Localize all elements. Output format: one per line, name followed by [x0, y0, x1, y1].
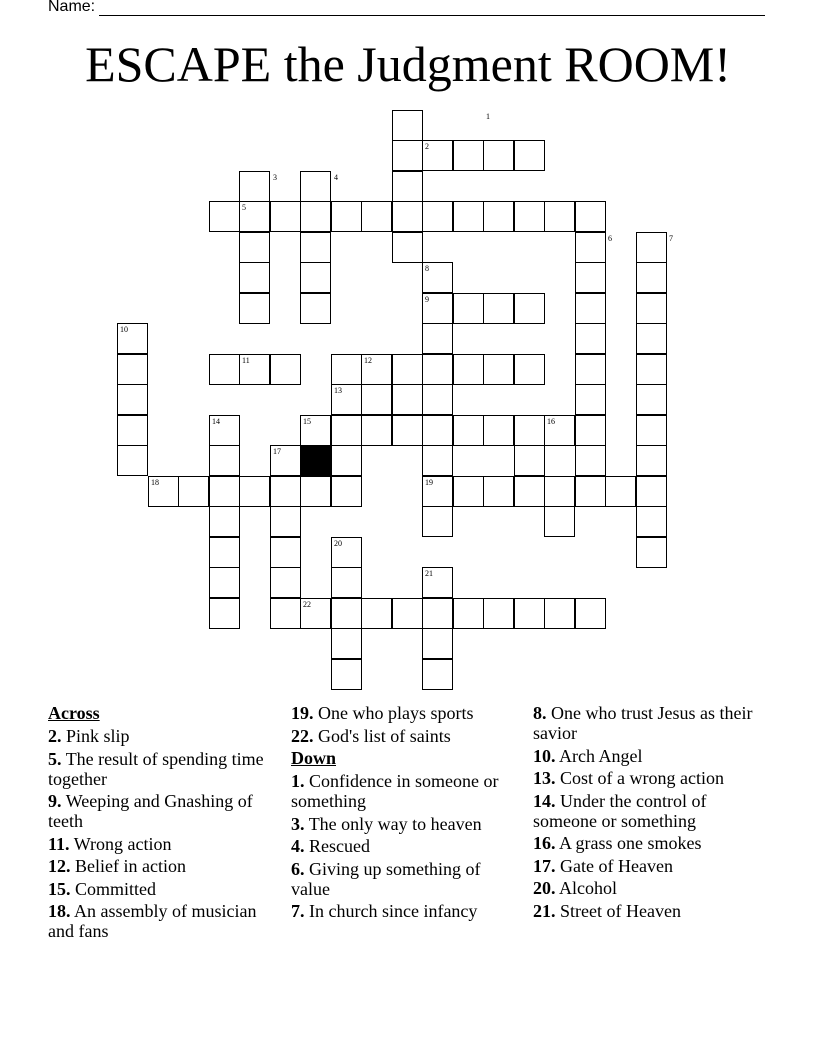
- grid-cell[interactable]: [239, 232, 270, 263]
- clue-num: 16.: [533, 833, 556, 853]
- grid-cell[interactable]: [239, 171, 270, 202]
- grid-cell[interactable]: [422, 354, 453, 385]
- clue-num: 20.: [533, 878, 556, 898]
- clue-num: 5.: [48, 748, 62, 769]
- grid-cell[interactable]: [209, 598, 240, 629]
- grid-cell[interactable]: [575, 201, 606, 232]
- clue-number: 3: [273, 173, 277, 182]
- clue-num: 3.: [291, 813, 305, 834]
- clue-number: 11: [242, 356, 250, 365]
- clues-column-2: [291, 703, 523, 924]
- clue-number: 8: [425, 264, 429, 273]
- grid-cell[interactable]: [636, 262, 667, 293]
- clue: [48, 726, 280, 746]
- grid-cell[interactable]: [422, 567, 453, 598]
- clue-number: 4: [334, 173, 338, 182]
- grid-cell[interactable]: [209, 415, 240, 446]
- clue-number: 5: [242, 203, 246, 212]
- grid-cell[interactable]: [300, 598, 331, 629]
- grid-cell[interactable]: [422, 598, 453, 629]
- grid-cell[interactable]: [300, 171, 331, 202]
- clue-num: 8.: [533, 703, 547, 723]
- clue-number: 14: [212, 417, 220, 426]
- grid-cell[interactable]: [209, 506, 240, 537]
- clue: [48, 834, 280, 854]
- clue-text: A grass one smokes: [559, 833, 702, 853]
- grid-cell[interactable]: [270, 201, 301, 232]
- grid-cell[interactable]: [331, 567, 362, 598]
- clue-text: Cost of a wrong action: [560, 768, 724, 788]
- grid-cell[interactable]: [544, 201, 575, 232]
- clue-num: 18.: [48, 901, 71, 921]
- clue: [533, 856, 765, 876]
- clue: [533, 746, 765, 766]
- grid-cell[interactable]: [392, 598, 423, 629]
- grid-cell[interactable]: [270, 354, 301, 385]
- across-clue-list: [48, 726, 280, 941]
- clue: [291, 901, 523, 921]
- clue-number: 7: [669, 234, 673, 243]
- grid-cell[interactable]: [453, 598, 484, 629]
- clue-text: Committed: [75, 878, 156, 899]
- grid-cell[interactable]: [117, 323, 148, 354]
- clue-text: In church since infancy: [309, 901, 478, 921]
- grid-cell[interactable]: [331, 659, 362, 690]
- grid-cell[interactable]: [331, 354, 362, 385]
- grid-cell[interactable]: [514, 140, 545, 171]
- grid-cell[interactable]: [300, 201, 331, 232]
- grid-cell[interactable]: [575, 354, 606, 385]
- clue-number: 9: [425, 295, 429, 304]
- clue-num: 10.: [533, 745, 556, 766]
- grid-cell[interactable]: [514, 354, 545, 385]
- clue-num: 15.: [48, 878, 71, 899]
- grid-cell[interactable]: [575, 415, 606, 446]
- clue-number: 21: [425, 569, 433, 578]
- clue: [48, 749, 280, 789]
- grid-cell[interactable]: [300, 262, 331, 293]
- clue: [533, 878, 765, 898]
- clue-text: Confidence in someone or something: [291, 771, 499, 811]
- grid-cell[interactable]: [392, 201, 423, 232]
- clue-number: 22: [303, 600, 311, 609]
- grid-cell[interactable]: [178, 476, 209, 507]
- clues-column-3: [533, 703, 765, 923]
- grid-cell[interactable]: [209, 445, 240, 476]
- grid-cell[interactable]: [209, 476, 240, 507]
- grid-cell[interactable]: [331, 201, 362, 232]
- grid-cell[interactable]: [422, 659, 453, 690]
- name-label: Name:: [48, 0, 96, 15]
- clue-text: The only way to heaven: [308, 813, 482, 834]
- grid-cell[interactable]: [117, 384, 148, 415]
- grid-cell[interactable]: [361, 201, 392, 232]
- grid-cell[interactable]: [422, 262, 453, 293]
- grid-cell[interactable]: [209, 354, 240, 385]
- grid-cell[interactable]: [544, 506, 575, 537]
- grid-cell[interactable]: [361, 415, 392, 446]
- clue-num: 7.: [291, 901, 305, 921]
- grid-cell[interactable]: [544, 598, 575, 629]
- grid-cell[interactable]: [483, 293, 514, 324]
- grid-cell[interactable]: [636, 476, 667, 507]
- clue-text: An assembly of musician and fans: [48, 901, 257, 941]
- clue-num: 1.: [291, 771, 305, 791]
- grid-cell[interactable]: [300, 476, 331, 507]
- across-heading: Across: [48, 703, 100, 723]
- down-heading: Down: [291, 748, 337, 768]
- grid-cell[interactable]: [209, 567, 240, 598]
- grid-cell[interactable]: [270, 506, 301, 537]
- clue-text: Giving up something of value: [291, 858, 481, 899]
- grid-cell[interactable]: [331, 628, 362, 659]
- clue-num: 9.: [48, 791, 62, 811]
- grid-cell[interactable]: [239, 201, 270, 232]
- grid-cell[interactable]: [636, 384, 667, 415]
- grid-cell[interactable]: [636, 537, 667, 568]
- grid-cell[interactable]: [514, 415, 545, 446]
- grid-cell[interactable]: [422, 476, 453, 507]
- grid-cell[interactable]: [514, 598, 545, 629]
- clue-number: 2: [425, 142, 429, 151]
- grid-cell[interactable]: [483, 476, 514, 507]
- clue-num: 12.: [48, 856, 71, 876]
- clue-text: God's list of saints: [318, 725, 451, 746]
- grid-cell[interactable]: [361, 354, 392, 385]
- grid-cell[interactable]: [575, 232, 606, 263]
- grid-cell[interactable]: [575, 384, 606, 415]
- clue-text: Alcohol: [559, 878, 618, 898]
- clue-number: 17: [273, 447, 281, 456]
- clue-number: 15: [303, 417, 311, 426]
- grid-cell[interactable]: [483, 598, 514, 629]
- clue-text: Wrong action: [73, 833, 172, 854]
- grid-cell[interactable]: [331, 445, 362, 476]
- grid-block: [300, 445, 331, 476]
- grid-cell[interactable]: [209, 201, 240, 232]
- grid-cell[interactable]: [483, 354, 514, 385]
- clue-num: 2.: [48, 726, 62, 746]
- clue: [533, 901, 765, 921]
- grid-cell[interactable]: [300, 293, 331, 324]
- grid-cell[interactable]: [422, 415, 453, 446]
- clue-num: 4.: [291, 836, 305, 856]
- clue: [291, 726, 523, 746]
- grid-cell[interactable]: [514, 201, 545, 232]
- down-clue-list-continued: [533, 703, 765, 921]
- grid-cell[interactable]: [331, 598, 362, 629]
- clue: [533, 791, 765, 831]
- grid-cell[interactable]: [392, 140, 423, 171]
- clue: [533, 703, 765, 743]
- down-clue-list: [291, 771, 523, 921]
- clue-text: Belief in action: [75, 856, 186, 876]
- grid-cell[interactable]: [636, 415, 667, 446]
- clue-num: 22.: [291, 725, 314, 746]
- grid-cell[interactable]: [270, 567, 301, 598]
- grid-cell[interactable]: [117, 354, 148, 385]
- clue-num: 6.: [291, 858, 305, 879]
- clue-text: One who trust Jesus as their savior: [533, 703, 753, 743]
- grid-cell[interactable]: [422, 506, 453, 537]
- grid-cell[interactable]: [392, 232, 423, 263]
- clue-text: Gate of Heaven: [560, 855, 673, 876]
- grid-cell[interactable]: [361, 384, 392, 415]
- grid-cell[interactable]: [575, 445, 606, 476]
- grid-cell[interactable]: [331, 384, 362, 415]
- grid-cell[interactable]: [270, 476, 301, 507]
- grid-cell[interactable]: [392, 354, 423, 385]
- clue: [48, 791, 280, 831]
- clue-num: 11.: [48, 833, 70, 854]
- clue-num: 13.: [533, 768, 556, 788]
- grid-cell[interactable]: [544, 476, 575, 507]
- grid-cell[interactable]: [331, 415, 362, 446]
- grid-cell[interactable]: [148, 476, 179, 507]
- grid-cell[interactable]: [575, 262, 606, 293]
- clue: [533, 833, 765, 853]
- grid-cell[interactable]: [453, 201, 484, 232]
- grid-cell[interactable]: [483, 201, 514, 232]
- grid-cell[interactable]: [117, 415, 148, 446]
- clue-text: Under the control of someone or something: [533, 790, 707, 831]
- clue-number: 13: [334, 386, 342, 395]
- grid-cell[interactable]: [270, 445, 301, 476]
- grid-cell[interactable]: [239, 262, 270, 293]
- clue-num: 17.: [533, 855, 556, 876]
- grid-cell[interactable]: [209, 537, 240, 568]
- grid-cell[interactable]: [300, 232, 331, 263]
- grid-cell[interactable]: [575, 323, 606, 354]
- grid-cell[interactable]: [575, 293, 606, 324]
- grid-cell[interactable]: [422, 384, 453, 415]
- clue-text: Rescued: [309, 836, 370, 856]
- grid-cell[interactable]: [117, 445, 148, 476]
- grid-cell[interactable]: [636, 293, 667, 324]
- clue: [48, 856, 280, 876]
- clue: [48, 879, 280, 899]
- clue-num: 14.: [533, 790, 556, 811]
- clue-number: 19: [425, 478, 433, 487]
- grid-cell[interactable]: [544, 415, 575, 446]
- clue-number: 6: [608, 234, 612, 243]
- grid-cell[interactable]: [239, 354, 270, 385]
- grid-cell[interactable]: [422, 293, 453, 324]
- grid-cell[interactable]: [605, 476, 636, 507]
- clue-number: 12: [364, 356, 372, 365]
- clue-text: Street of Heaven: [560, 900, 681, 921]
- grid-cell[interactable]: [514, 293, 545, 324]
- grid-cell[interactable]: [422, 201, 453, 232]
- grid-cell[interactable]: [392, 384, 423, 415]
- clue: [291, 814, 523, 834]
- grid-cell[interactable]: [453, 140, 484, 171]
- grid-cell[interactable]: [239, 476, 270, 507]
- grid-cell[interactable]: [514, 445, 545, 476]
- grid-cell[interactable]: [392, 415, 423, 446]
- grid-cell[interactable]: [270, 537, 301, 568]
- grid-cell[interactable]: [239, 293, 270, 324]
- grid-cell[interactable]: [392, 171, 423, 202]
- grid-cell[interactable]: [514, 476, 545, 507]
- clue-num: 21.: [533, 900, 556, 921]
- grid-cell[interactable]: [453, 476, 484, 507]
- clue-text: Pink slip: [66, 726, 130, 746]
- clue-number: 16: [547, 417, 555, 426]
- clue-text: Arch Angel: [559, 745, 643, 766]
- clue-num: 19.: [291, 703, 314, 723]
- clue-number: 1: [486, 112, 490, 121]
- clue: [533, 768, 765, 788]
- clues-column-1: [48, 703, 280, 944]
- grid-cell[interactable]: [636, 445, 667, 476]
- grid-cell[interactable]: [422, 323, 453, 354]
- grid-cell[interactable]: [636, 354, 667, 385]
- grid-cell[interactable]: [422, 445, 453, 476]
- clue: [291, 859, 523, 899]
- grid-cell[interactable]: [483, 415, 514, 446]
- clue-number: 18: [151, 478, 159, 487]
- grid-cell[interactable]: [453, 415, 484, 446]
- clue-number: 10: [120, 325, 128, 334]
- grid-cell[interactable]: [575, 476, 606, 507]
- grid-cell[interactable]: [636, 232, 667, 263]
- grid-cell[interactable]: [422, 140, 453, 171]
- grid-cell[interactable]: [331, 537, 362, 568]
- grid-cell[interactable]: [575, 598, 606, 629]
- grid-cell[interactable]: [636, 506, 667, 537]
- grid-cell[interactable]: [361, 598, 392, 629]
- clue: [291, 771, 523, 811]
- grid-cell[interactable]: [453, 293, 484, 324]
- clue: [291, 836, 523, 856]
- grid-cell[interactable]: [453, 354, 484, 385]
- grid-cell[interactable]: [636, 323, 667, 354]
- grid-cell[interactable]: [483, 140, 514, 171]
- grid-cell[interactable]: [300, 415, 331, 446]
- clue: [48, 901, 280, 941]
- clue-text: The result of spending time together: [48, 748, 264, 789]
- grid-cell[interactable]: [392, 110, 423, 141]
- grid-cell[interactable]: [422, 628, 453, 659]
- clue-text: One who plays sports: [318, 703, 474, 723]
- grid-cell[interactable]: [270, 598, 301, 629]
- clue: [291, 703, 523, 723]
- across-clue-list-continued: [291, 703, 523, 746]
- grid-cell[interactable]: [331, 476, 362, 507]
- clue-text: Weeping and Gnashing of teeth: [48, 791, 253, 831]
- page-title: ESCAPE the Judgment ROOM!: [85, 36, 731, 92]
- clue-number: 20: [334, 539, 342, 548]
